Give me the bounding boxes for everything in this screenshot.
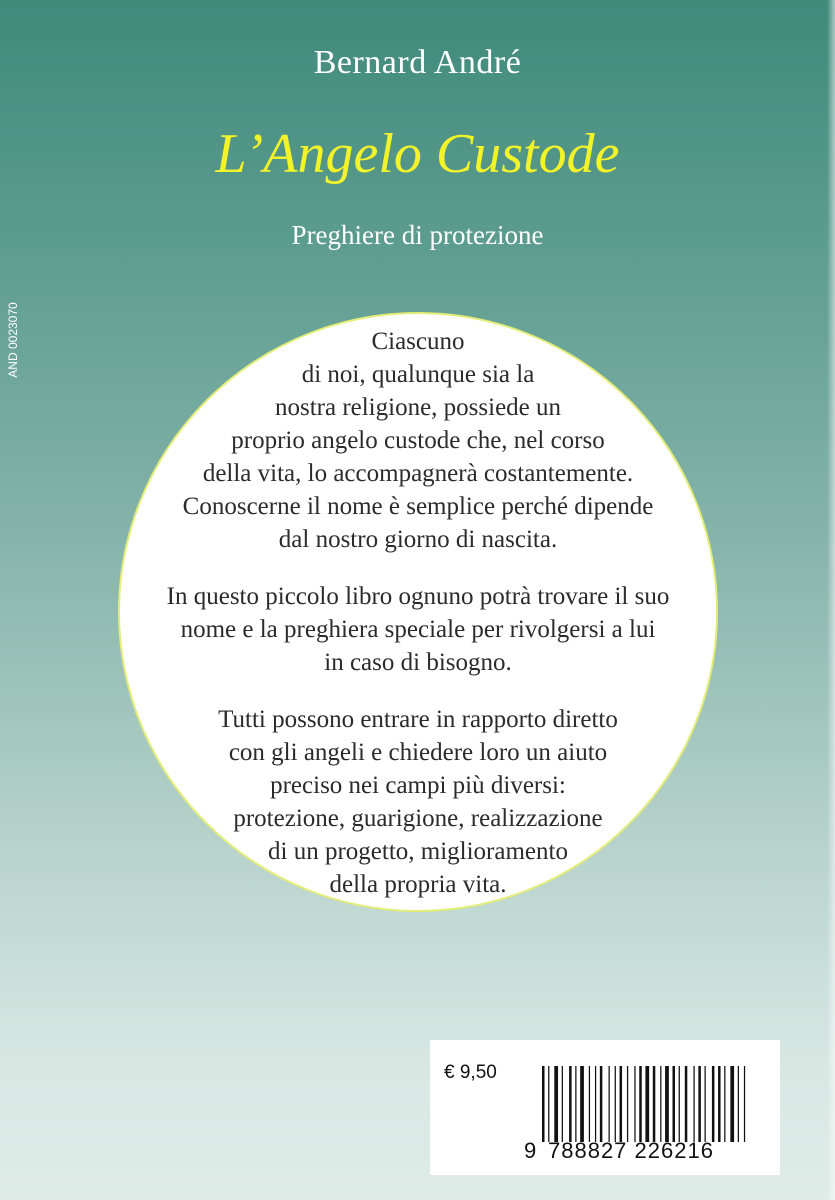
barcode-stripe: [589, 1066, 590, 1142]
barcode-stripe: [660, 1066, 661, 1142]
blurb-line: dal nostro giorno di nascita.: [278, 526, 558, 553]
blurb-line: In questo piccolo libro ognuno potrà trovare il suo: [166, 583, 670, 610]
barcode-stripe: [575, 1066, 576, 1142]
barcode-stripe: [580, 1066, 584, 1142]
barcode-stripe: [724, 1066, 725, 1142]
barcode-stripe: [595, 1066, 596, 1142]
barcode-stripe: [639, 1066, 642, 1142]
barcode-stripe: [744, 1066, 745, 1142]
barcode-bars: [542, 1066, 774, 1142]
barcode-stripe: [730, 1066, 734, 1142]
barcode-stripe: [542, 1066, 545, 1142]
barcode-stripe: [718, 1066, 721, 1142]
barcode-stripe: [712, 1066, 715, 1142]
blurb-line: della vita, lo accompagnerà costantemente.: [202, 460, 634, 487]
product-code: AND 0023070: [6, 302, 20, 378]
author-name: Bernard André: [313, 44, 522, 81]
blurb-line: preciso nei campi più diversi:: [270, 772, 566, 799]
blurb-line: in caso di bisogno.: [324, 649, 512, 676]
barcode-stripe: [738, 1066, 739, 1142]
barcode-stripe: [653, 1066, 656, 1142]
blurb-line: con gli angeli e chiedere loro un aiuto: [228, 739, 608, 766]
book-subtitle: Preghiere di protezione: [291, 220, 544, 250]
barcode-stripe: [615, 1066, 616, 1142]
barcode-label: [430, 1040, 780, 1175]
barcode-stripe: [665, 1066, 669, 1142]
barcode-stripe: [627, 1066, 628, 1142]
barcode-stripe: [634, 1066, 635, 1142]
barcode-stripe: [554, 1066, 558, 1142]
barcode-stripe: [562, 1066, 563, 1142]
barcode-stripe: [679, 1066, 680, 1142]
blurb-line: nostra religione, possiede un: [274, 394, 562, 421]
blurb-line: proprio angelo custode che, nel corso: [231, 427, 605, 454]
blurb-text: [118, 325, 718, 901]
blurb-line: Ciascuno: [371, 328, 465, 355]
price-label: € 9,50: [444, 1062, 497, 1083]
blurb-line: protezione, guarigione, realizzazione: [233, 805, 603, 832]
barcode-stripe: [548, 1066, 549, 1142]
barcode-stripe: [693, 1066, 694, 1142]
blurb-line: Tutti possono entrare in rapporto diretto: [218, 706, 618, 733]
barcode-stripe: [685, 1066, 688, 1142]
barcode-stripe: [705, 1066, 706, 1142]
barcode-stripe: [600, 1066, 603, 1142]
blurb-line: nome e la preghiera speciale per rivolgersi a lui: [180, 616, 656, 643]
book-title: L’Angelo Custode: [215, 123, 620, 185]
blurb-line: della propria vita.: [329, 871, 507, 898]
barcode-stripe: [609, 1066, 610, 1142]
barcode-stripe: [569, 1066, 572, 1142]
barcode-stripe: [645, 1066, 649, 1142]
barcode-stripe: [698, 1066, 701, 1142]
isbn-first-digit: 9: [524, 1138, 538, 1163]
blurb-line: Conoscerne il nome è semplice perché dipende: [182, 493, 654, 520]
blurb-line: di un progetto, miglioramento: [268, 838, 568, 865]
blurb-line: di noi, qualunque sia la: [301, 361, 535, 388]
barcode-stripe: [673, 1066, 676, 1142]
isbn-digits: 788827 226216: [548, 1138, 714, 1163]
barcode-stripe: [620, 1066, 623, 1142]
